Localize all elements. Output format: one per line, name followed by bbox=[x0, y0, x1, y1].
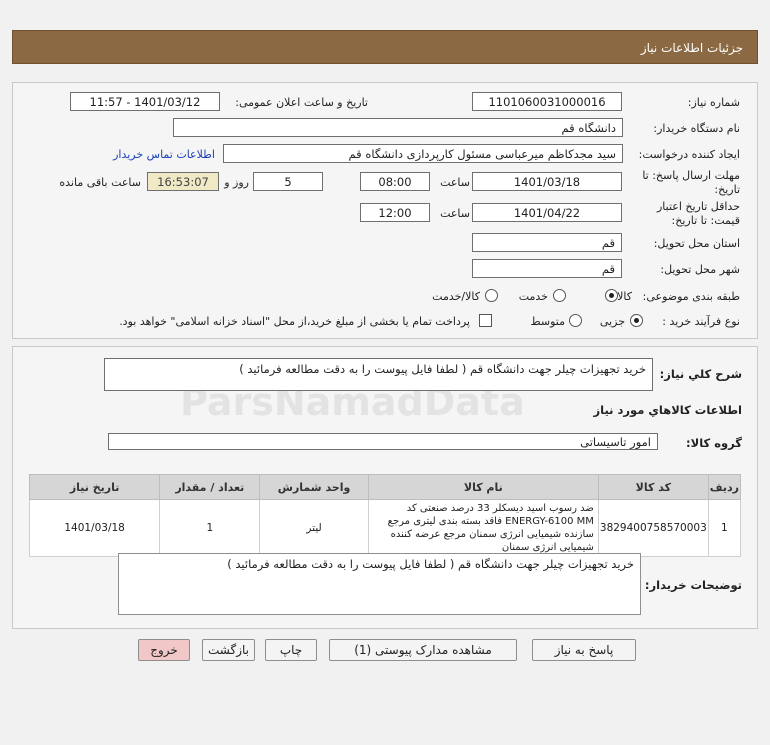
days-label: روز و bbox=[224, 176, 249, 189]
announce-datetime-label: تاریخ و ساعت اعلان عمومی: bbox=[235, 96, 368, 109]
purchase-process-label: نوع فرآیند خرید : bbox=[662, 315, 740, 328]
col-code: کد کالا bbox=[598, 475, 708, 500]
col-name: نام کالا bbox=[368, 475, 598, 500]
price-validity-time-label: ساعت bbox=[440, 207, 470, 220]
cell-qty: 1 bbox=[160, 500, 260, 557]
category-goods-service-radio[interactable] bbox=[485, 289, 498, 302]
back-button[interactable]: بازگشت bbox=[202, 639, 255, 661]
goods-group-field: امور تاسیساتی bbox=[108, 433, 658, 450]
category-goods-label: کالا bbox=[617, 290, 632, 303]
category-label: طبقه بندی موضوعی: bbox=[642, 290, 740, 303]
requester-label: ایجاد کننده درخواست: bbox=[638, 148, 740, 161]
requester-field: سید مجدکاظم میرعباسی مسئول کارپردازی دانشگاه قم bbox=[223, 144, 623, 163]
delivery-province-label: استان محل تحویل: bbox=[653, 237, 740, 250]
delivery-city-label: شهر محل تحویل: bbox=[660, 263, 740, 276]
category-goods-service-label: کالا/خدمت bbox=[432, 290, 480, 303]
buyer-notes-field: خرید تجهیزات چیلر جهت دانشگاه قم ( لطفا فایل پیوست را به دقت مطالعه فرمائید ) bbox=[118, 553, 641, 615]
cell-unit: لیتر bbox=[260, 500, 368, 557]
table-row bbox=[30, 500, 741, 557]
category-service-label: خدمت bbox=[518, 290, 548, 303]
treasury-note: پرداخت تمام یا بخشی از مبلغ خرید،از محل "اسناد خزانه اسلامی" خواهد بود. bbox=[119, 315, 470, 328]
col-unit: واحد شمارش bbox=[260, 475, 368, 500]
exit-button[interactable]: خروج bbox=[138, 639, 190, 661]
announce-datetime-field: 1401/03/12 - 11:57 bbox=[70, 92, 220, 111]
cell-row: 1 bbox=[708, 500, 740, 557]
price-validity-label: حداقل تاریخ اعتبار قیمت: تا تاریخ: bbox=[656, 200, 740, 227]
process-medium-label: متوسط bbox=[530, 315, 565, 328]
process-minor-radio[interactable] bbox=[630, 314, 643, 327]
need-number-label: شماره نیاز: bbox=[687, 96, 740, 109]
price-validity-time: 12:00 bbox=[360, 203, 430, 222]
category-service-radio[interactable] bbox=[553, 289, 566, 302]
category-goods-radio[interactable] bbox=[605, 289, 618, 302]
process-minor-label: جزیی bbox=[599, 315, 625, 328]
table-header-row bbox=[30, 475, 741, 500]
buyer-contact-link[interactable]: اطلاعات تماس خریدار bbox=[113, 148, 215, 161]
price-validity-date: 1401/04/22 bbox=[472, 203, 622, 222]
treasury-checkbox[interactable] bbox=[479, 314, 492, 327]
col-row: ردیف bbox=[708, 475, 740, 500]
page-title: جزئیات اطلاعات نیاز bbox=[640, 41, 743, 55]
buyer-org-field: دانشگاه قم bbox=[173, 118, 623, 137]
cell-name: ضد رسوب اسید دیسکلر 33 درصد صنعتی کد ENERGY-6100 MM فاقد بسته بندی لیتری مرجع سازنده شیمیایی انرژی سمنان مرجع عرضه کننده شیمیایی انرژی سمنان bbox=[368, 500, 598, 557]
goods-group-label: گروه کالا: bbox=[686, 436, 742, 450]
remaining-time: 16:53:07 bbox=[147, 172, 219, 191]
reply-deadline-date: 1401/03/18 bbox=[472, 172, 622, 191]
reply-time-label: ساعت bbox=[440, 176, 470, 189]
reply-deadline-time: 08:00 bbox=[360, 172, 430, 191]
cell-date: 1401/03/18 bbox=[30, 500, 160, 557]
reply-button[interactable]: پاسخ به نیاز bbox=[532, 639, 636, 661]
buyer-notes-label: توضیحات خریدار: bbox=[644, 578, 742, 592]
goods-section-title: اطلاعات کالاهاي مورد نياز bbox=[593, 403, 742, 417]
process-medium-radio[interactable] bbox=[569, 314, 582, 327]
col-qty: تعداد / مقدار bbox=[160, 475, 260, 500]
delivery-city-field: قم bbox=[472, 259, 622, 278]
print-button[interactable]: چاپ bbox=[265, 639, 317, 661]
goods-table bbox=[29, 474, 741, 557]
buyer-org-label: نام دستگاه خریدار: bbox=[653, 122, 740, 135]
attachments-button[interactable]: مشاهده مدارک پیوستی (1) bbox=[329, 639, 517, 661]
reply-deadline-label: مهلت ارسال پاسخ: تا تاریخ: bbox=[642, 169, 740, 196]
delivery-province-field: قم bbox=[472, 233, 622, 252]
remaining-time-label: ساعت باقی مانده bbox=[59, 176, 141, 189]
summary-field: خرید تجهیزات چیلر جهت دانشگاه قم ( لطفا فایل پیوست را به دقت مطالعه فرمائید ) bbox=[104, 358, 653, 391]
cell-code: 3829400758570003 bbox=[598, 500, 708, 557]
need-number-field: 1101060031000016 bbox=[472, 92, 622, 111]
summary-label: شرح کلي نياز: bbox=[659, 367, 742, 381]
col-date: تاریخ نیاز bbox=[30, 475, 160, 500]
page-header bbox=[12, 30, 758, 64]
remaining-days: 5 bbox=[253, 172, 323, 191]
